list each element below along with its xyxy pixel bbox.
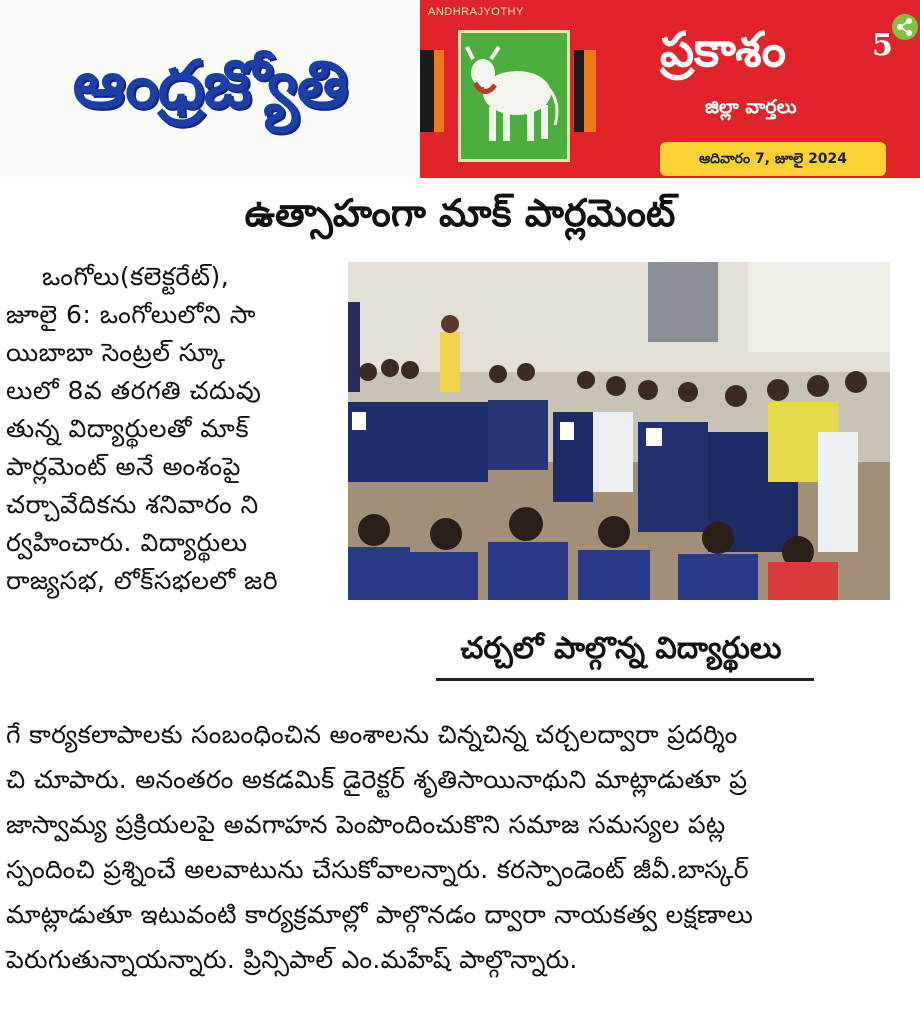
column-line: ర్వహించారు. విద్యార్థులు — [6, 528, 248, 557]
photo-caption: చర్చలో పాల్గొన్న విద్యార్థులు — [460, 631, 782, 666]
share-icon[interactable] — [892, 14, 918, 40]
column-line: జూలై 6: ఒంగోలులోని సా — [6, 300, 257, 329]
column-line: ఒంగోలు(కలెక్టరేట్), — [42, 262, 230, 291]
newspaper-logo: ఆంధ్రజ్యోతి — [72, 46, 348, 123]
brand-name-small: ANDHRAJYOTHY — [428, 6, 524, 18]
body-line: గే కార్యకలాపాలకు సంబంధించిన అంశాలను చిన్నచిన్న చర్చలద్వారా ప్రదర్శిం — [6, 720, 738, 749]
body-line: జాస్వామ్య ప్రక్రియలపై అవగాహన పెంపొందించుకొని సమాజ సమస్యల పట్ల — [6, 810, 726, 839]
column-line: పార్లమెంట్ అనే అంశంపై — [6, 452, 241, 481]
bull-emblem-icon — [458, 30, 570, 162]
column-line: తున్న విద్యార్థులతో మాక్ — [6, 414, 249, 443]
body-line: మాట్లాడుతూ ఇటువంటి కార్యక్రమాల్లో పాల్గొనడం ద్వారా నాయకత్వ లక్షణాలు — [6, 900, 754, 929]
article-body-text — [6, 712, 914, 982]
district-section-banner — [420, 0, 920, 178]
issue-date: ఆదివారం 7, జూలై 2024 — [660, 142, 886, 176]
body-line: చి చూపారు. అనంతరం అకడమిక్ డైరెక్టర్ శృతిసాయినాథుని మాట్లాడుతూ ప్ర — [6, 765, 748, 794]
column-line: యిబాబా సెంట్రల్ స్కూ — [6, 338, 226, 367]
column-line: చర్చావేదికను శనివారం ని — [6, 490, 259, 519]
column-line: లులో 8వ తరగతి చదువు — [6, 376, 262, 405]
body-line: పెరుగుతున్నాయన్నారు. ప్రిన్సిపాల్ ఎం.మహేష్ పాల్గొన్నారు. — [6, 945, 578, 974]
article-headline: ఉత్సాహంగా మాక్ పార్లమెంట్ — [244, 191, 676, 235]
article-photo — [348, 262, 890, 600]
caption-underline — [436, 678, 814, 681]
newspaper-header — [0, 0, 920, 178]
column-line: రాజ్యసభ, లోక్‌సభలలో జరి — [6, 566, 279, 595]
body-line: స్పందించి ప్రశ్నించే అలవాటును చేసుకోవాలన్నారు. కరస్పాండెంట్ జీవీ.బాస్కర్ — [6, 855, 749, 884]
article-column-text — [6, 258, 336, 600]
page-number: 5 — [872, 28, 893, 63]
masthead-logo-panel — [0, 0, 420, 178]
district-title: ప్రకాశం — [660, 22, 787, 78]
district-news-subtitle: జిల్లా వార్తలు — [705, 96, 797, 118]
